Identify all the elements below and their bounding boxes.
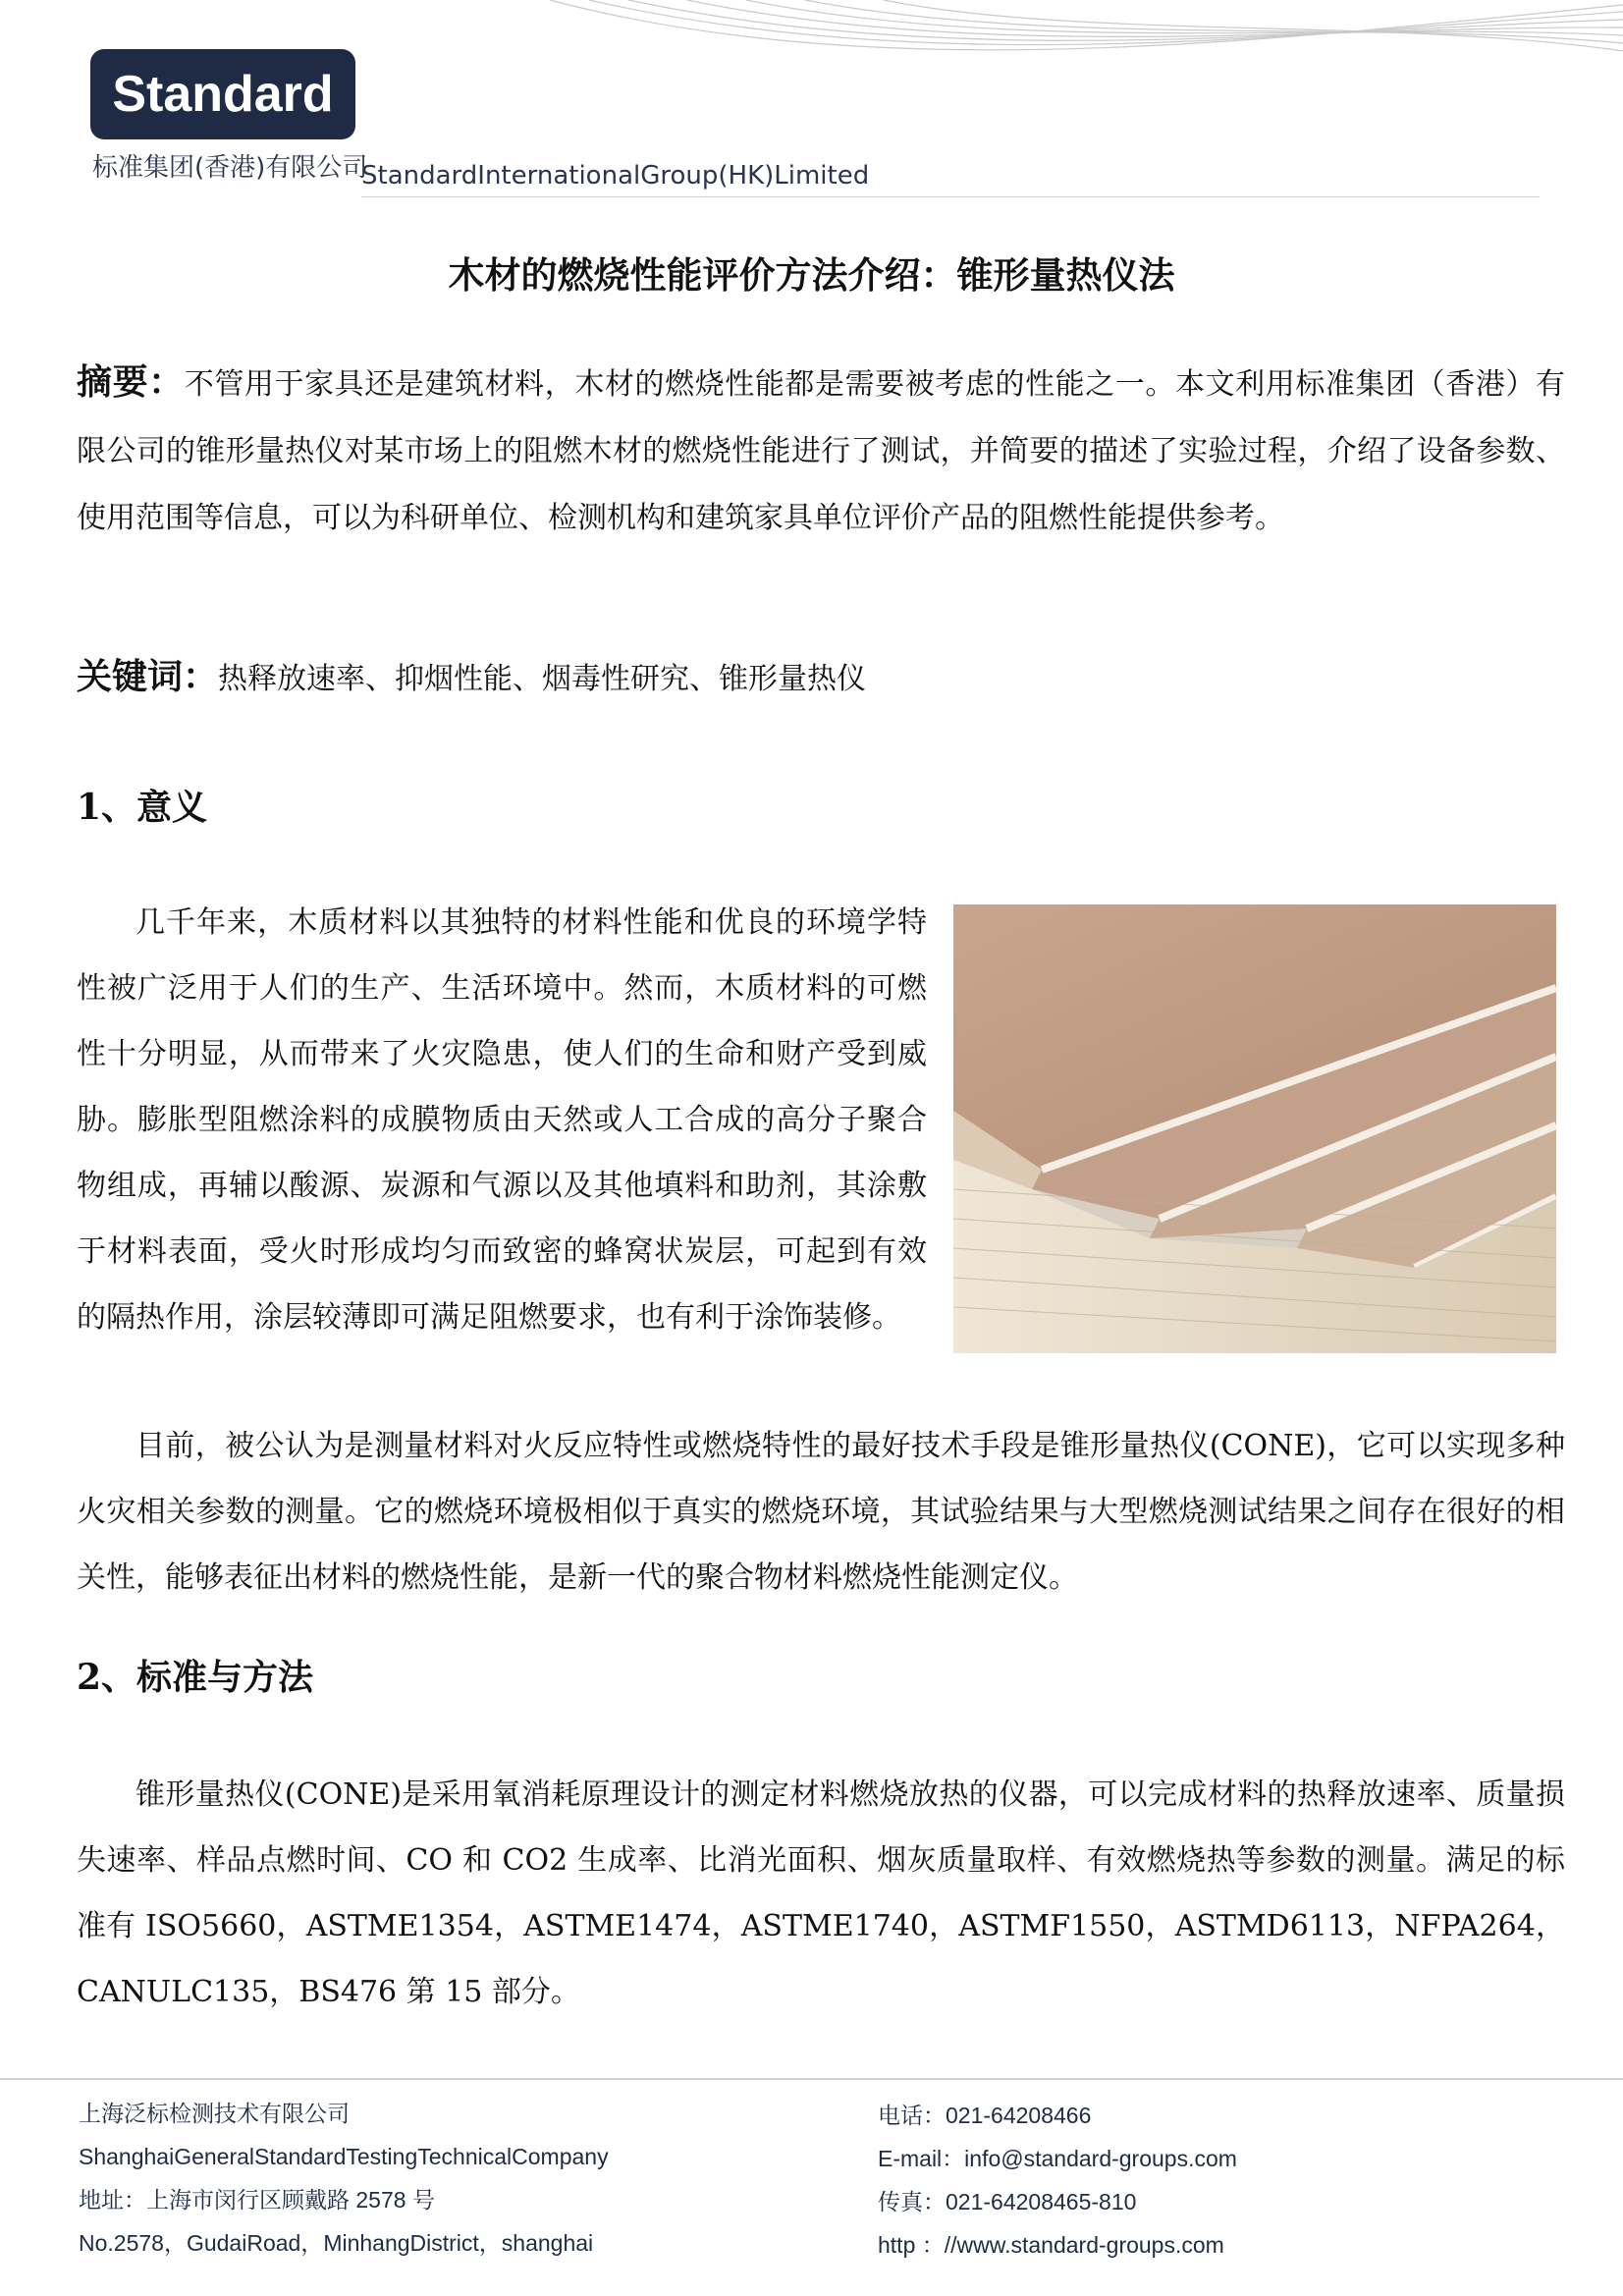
footer-company-cn: 上海泛标检测技术有限公司 bbox=[79, 2101, 350, 2126]
section-2-heading: 2、标准与方法 bbox=[77, 1657, 314, 1698]
footer-website[interactable]: http ：//www.standard-groups.com bbox=[878, 2232, 1224, 2258]
company-name-en: StandardInternationalGroup(HK)Limited bbox=[361, 161, 870, 191]
keywords-text: 热释放速率、抑烟性能、烟毒性研究、锥形量热仪 bbox=[218, 662, 867, 696]
company-logo: Standard bbox=[90, 49, 355, 139]
footer-fax: 传真：021-64208465-810 bbox=[878, 2189, 1137, 2214]
abstract-text: 不管用于家具还是建筑材料，木材的燃烧性能都是需要被考虑的性能之一。本文利用标准集团（香港）有限公司的锥形量热仪对某市场上的阻燃木材的燃烧性能进行了测试，并简要的描述了实验过程，介绍了设备参数、使用范围等信息，可以为科研单位、检测机构和建筑家具单位评价产品的阻燃性能提供参考。 bbox=[77, 367, 1565, 535]
footer-contact-info bbox=[878, 2094, 1237, 2267]
footer-company-info bbox=[79, 2092, 609, 2265]
footer-address-cn: 地址：上海市闵行区顾戴路 2578 号 bbox=[79, 2187, 435, 2213]
section-1-paragraph-1: 几千年来，木质材料以其独特的材料性能和优良的环境学特性被广泛用于人们的生产、生活环境中。然而，木质材料的可燃性十分明显，从而带来了火灾隐患，使人们的生命和财产受到威胁。膨胀型阻燃涂料的成膜物质由天然或人工合成的高分子聚合物组成，再辅以酸源、炭源和气源以及其他填料和助剂，其涂敷于材料表面，受火时形成均匀而致密的蜂窝状炭层，可起到有效的隔热作用，涂层较薄即可满足阻燃要求，也有利于涂饰装修。 bbox=[77, 905, 927, 1335]
footer-address-en: No.2578，GudaiRoad，MinhangDistrict，shanghai bbox=[79, 2230, 594, 2256]
footer-phone: 电话：021-64208466 bbox=[878, 2103, 1092, 2128]
document-title: 木材的燃烧性能评价方法介绍：锥形量热仪法 bbox=[448, 254, 1175, 297]
header-divider bbox=[361, 196, 1540, 197]
footer-divider bbox=[0, 2078, 1623, 2080]
abstract-paragraph bbox=[77, 350, 1565, 552]
section-1-heading: 1、意义 bbox=[77, 787, 208, 828]
keywords-label: 关键词： bbox=[77, 657, 219, 697]
company-name-cn: 标准集团(香港)有限公司 bbox=[92, 153, 368, 183]
footer-email[interactable]: E-mail：info@standard-groups.com bbox=[878, 2146, 1237, 2171]
plywood-boards-photo bbox=[953, 904, 1556, 1353]
footer-company-en: ShanghaiGeneralStandardTestingTechnicalCompany bbox=[79, 2144, 609, 2169]
section-2-paragraph-1: 锥形量热仪(CONE)是采用氧消耗原理设计的测定材料燃烧放热的仪器，可以完成材料的热释放速率、质量损失速率、样品点燃时间、CO 和 CO2 生成率、比消光面积、烟灰质量取样、有效燃烧热等参数的测量。满足的标准有 ISO5660，ASTME1354，ASTME1474，ASTME1740，ASTMF1550，ASTMD6113，NFPA264，CANULC135，BS476 第 15 部分。 bbox=[77, 1777, 1565, 2009]
keywords-line bbox=[77, 652, 866, 705]
section-1-paragraph-2: 目前，被公认为是测量材料对火反应特性或燃烧特性的最好技术手段是锥形量热仪(CONE)，它可以实现多种火灾相关参数的测量。它的燃烧环境极相似于真实的燃烧环境，其试验结果与大型燃烧测试结果之间存在很好的相关性，能够表征出材料的燃烧性能，是新一代的聚合物材料燃烧性能测定仪。 bbox=[77, 1429, 1565, 1595]
abstract-label: 摘要： bbox=[77, 362, 185, 403]
